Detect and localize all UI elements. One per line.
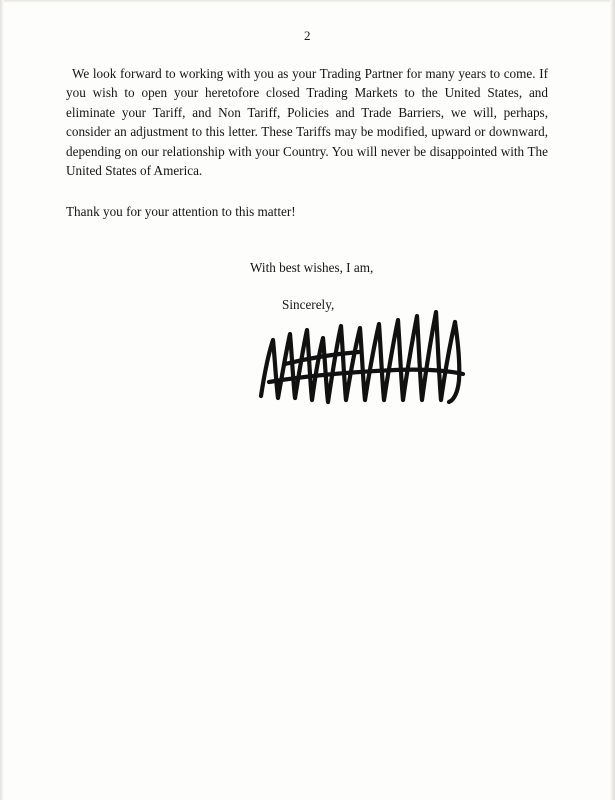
closing-salutation: With best wishes, I am, — [250, 260, 374, 275]
letter-body — [66, 64, 548, 222]
closing-sincerely: Sincerely, — [282, 297, 335, 313]
page-number: 2 — [304, 28, 311, 43]
paragraph-2: Thank you for your attention to this matter! — [66, 204, 296, 220]
donald-trump-signature — [255, 300, 490, 420]
scan-edge-left — [0, 0, 4, 800]
paragraph-1: We look forward to working with you as your Trading Partner for many years to come. If you wish to open your heretofore closed Trading Markets to the United States, and eliminate your Tariff, and Non Tariff, Policies and Trade Barriers, we will, perhaps, consider an adjustment to this letter. These Tariffs may be modified, upward or downward, depending on our relationship with your Country. You will never be disappointed with The United States of America. — [66, 66, 548, 179]
scan-edge-right — [610, 0, 615, 800]
scan-edge-top — [0, 0, 615, 3]
